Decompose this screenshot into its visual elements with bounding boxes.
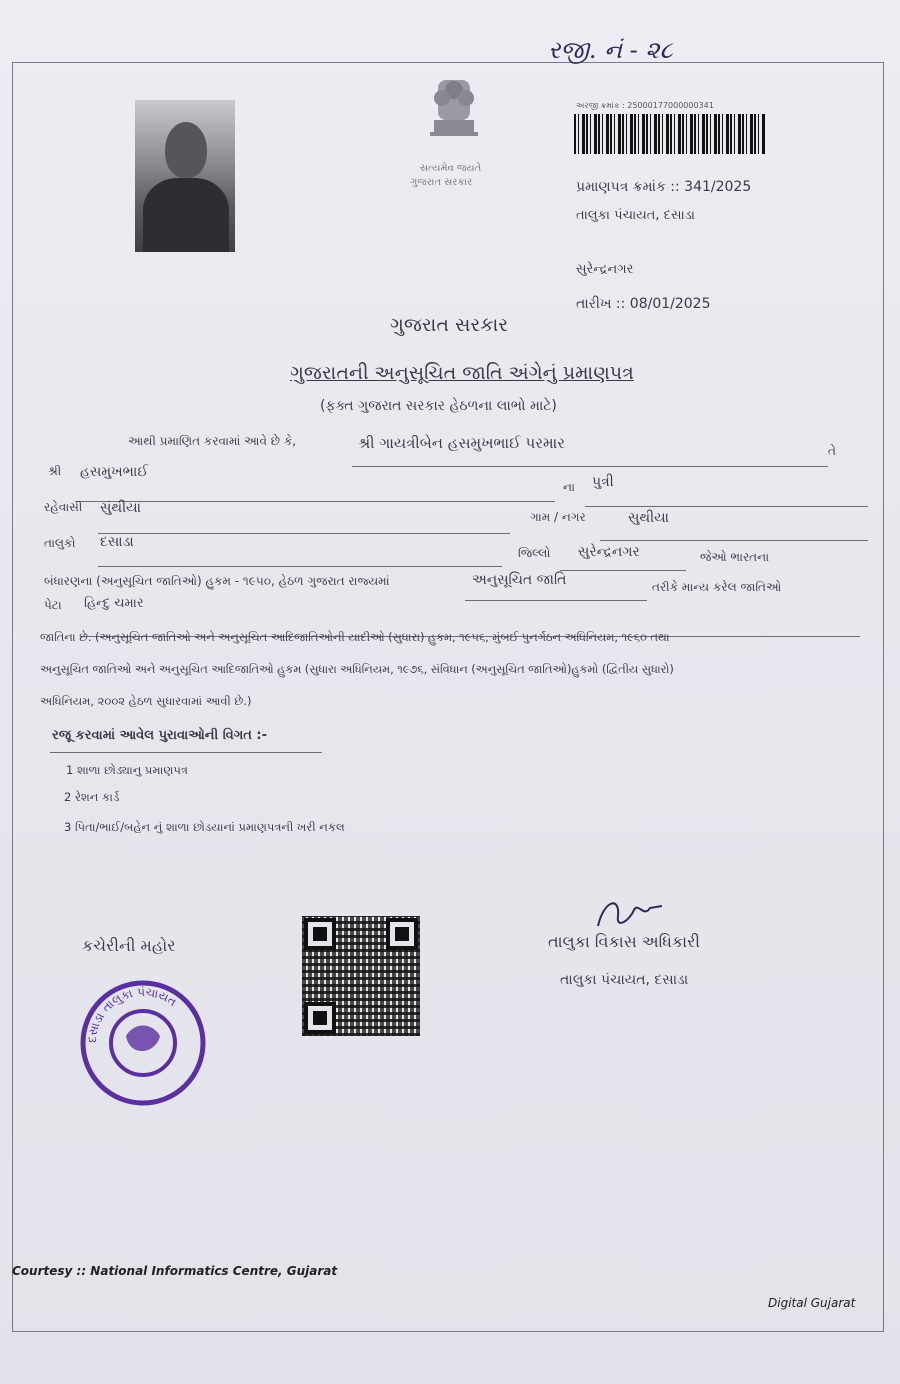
taluka-value: દસાડા bbox=[100, 534, 134, 550]
certificate-subtitle: (ફક્ત ગુજરાત સરકાર હેઠળના લાભો માટે) bbox=[320, 398, 557, 414]
issuing-office: તાલુકા પંચાયત, દસાડા bbox=[576, 208, 695, 223]
evidence-item: 2 રેશન કાર્ડ bbox=[64, 790, 120, 804]
emblem-caption: ગુજરાત સરકાર bbox=[410, 177, 473, 188]
resident-label: રહેવાસી bbox=[44, 500, 83, 514]
category-value: અનુસૂચિત જાતિ bbox=[472, 572, 567, 588]
recognized-text: તરીકે માન્ય કરેલ જાતિઓ bbox=[652, 580, 782, 594]
courtesy-text: Courtesy :: National Informatics Centre, Gujarat bbox=[12, 1264, 338, 1278]
qr-code bbox=[302, 916, 420, 1036]
village-label: ગામ / નગર bbox=[530, 510, 586, 524]
intro-label: આથી પ્રમાણિત કરવામાં આવે છે કે, bbox=[128, 434, 297, 448]
district-label: જિલ્લો bbox=[518, 546, 551, 560]
office-stamp bbox=[78, 978, 208, 1108]
registration-note: રજી. નં - ૨૮ bbox=[548, 36, 673, 64]
application-number: અરજી ક્રમાંક : 25000177000000341 bbox=[576, 101, 714, 110]
evidence-item: 3 પિતા/ભાઈ/બહેન નું શાળા છોડયાનાં પ્રમાણપત્રની ખરી નકલ bbox=[64, 820, 345, 834]
issuing-district: સુરેન્દ્રનગર bbox=[576, 262, 634, 277]
peta-label: પેટા bbox=[44, 598, 62, 612]
caste-value: હિન્દુ ચમાર bbox=[84, 596, 144, 611]
certificate-title: ગુજરાતની અનુસૂચિત જાતિ અંગેનું પ્રમાણપત્ર bbox=[290, 362, 634, 384]
signatory-title: તાલુકા વિકાસ અધિકારી bbox=[548, 932, 700, 951]
evidence-heading: રજૂ કરવામાં આવેલ પુરાવાઓની વિગત :- bbox=[52, 728, 267, 743]
father-name: હસમુખભાઈ bbox=[80, 464, 149, 480]
village-value: સુથીયા bbox=[628, 510, 669, 526]
signatory-office: તાલુકા પંચાયત, દસાડા bbox=[560, 972, 689, 988]
emblem-motto: સત્યમેવ જયતે bbox=[420, 163, 482, 174]
barcode bbox=[574, 114, 766, 154]
jeo-bharat-label: જેઓ ભારતના bbox=[700, 550, 770, 564]
ashoka-emblem-icon bbox=[412, 76, 496, 162]
na-label: ના bbox=[563, 480, 575, 494]
certificate-number: પ્રમાણપત્ર ક્રમાંક :: 341/2025 bbox=[576, 179, 752, 195]
constitution-text: બંધારણના (અનુસૂચિત જાતિઓ) હુકમ - ૧૯૫૦, હેઠળ ગુજરાત રાજ્યમાં bbox=[44, 574, 390, 588]
taluka-label: તાલુકો bbox=[44, 536, 76, 550]
office-seal-label: કચેરીની મહોર bbox=[82, 936, 176, 955]
digital-gujarat-text: Digital Gujarat bbox=[768, 1296, 856, 1310]
applicant-photo bbox=[135, 100, 235, 252]
government-title: ગુજરાત સરકાર bbox=[390, 314, 509, 336]
applicant-name: શ્રી ગાયત્રીબેન હસમુખભાઈ પરમાર bbox=[358, 434, 565, 452]
resident-value: સુંથીયા bbox=[100, 500, 141, 516]
district-value: સુરેન્દ્રનગર bbox=[578, 544, 640, 560]
paragraph-line-3: અધિનિયમ, ૨૦૦૨ હેઠળ સુધારવામાં આવી છે.) bbox=[40, 694, 252, 708]
issue-date: તારીખ :: 08/01/2025 bbox=[576, 296, 711, 312]
evidence-item: 1 શાળા છોડ્યાનુ પ્રમાણપત્ર bbox=[66, 763, 188, 777]
father-label: શ્રી bbox=[48, 464, 62, 478]
relation-value: પુત્રી bbox=[592, 474, 614, 490]
te-label: તે bbox=[828, 444, 836, 458]
paragraph-line-2: અનુસૂચિત જાતિઓ અને અનુસૂચિત આદિજાતિઓ હુકમ (સુધારા અધિનિયમ, ૧૯૭૬, સંવિધાન (અનુસૂચિત જાતિઓ)હુકમો (દ્વિતીય સુધારો) bbox=[40, 662, 674, 676]
svg-text:દસાડા તાલુકા પંચાયત: દસાડા તાલુકા પંચાયત bbox=[84, 984, 180, 1044]
paragraph-line-1: જાતિના છે. (અનુસૂચિત જાતિઓ અને અનુસૂચિત આદિજાતિઓની યાદીઓ (સુધારા) હુકમ, ૧૯૫૬, મુંબઈ પુનર્ગઠન અધિનિયમ, ૧૯૬૦ તથા bbox=[40, 630, 670, 644]
